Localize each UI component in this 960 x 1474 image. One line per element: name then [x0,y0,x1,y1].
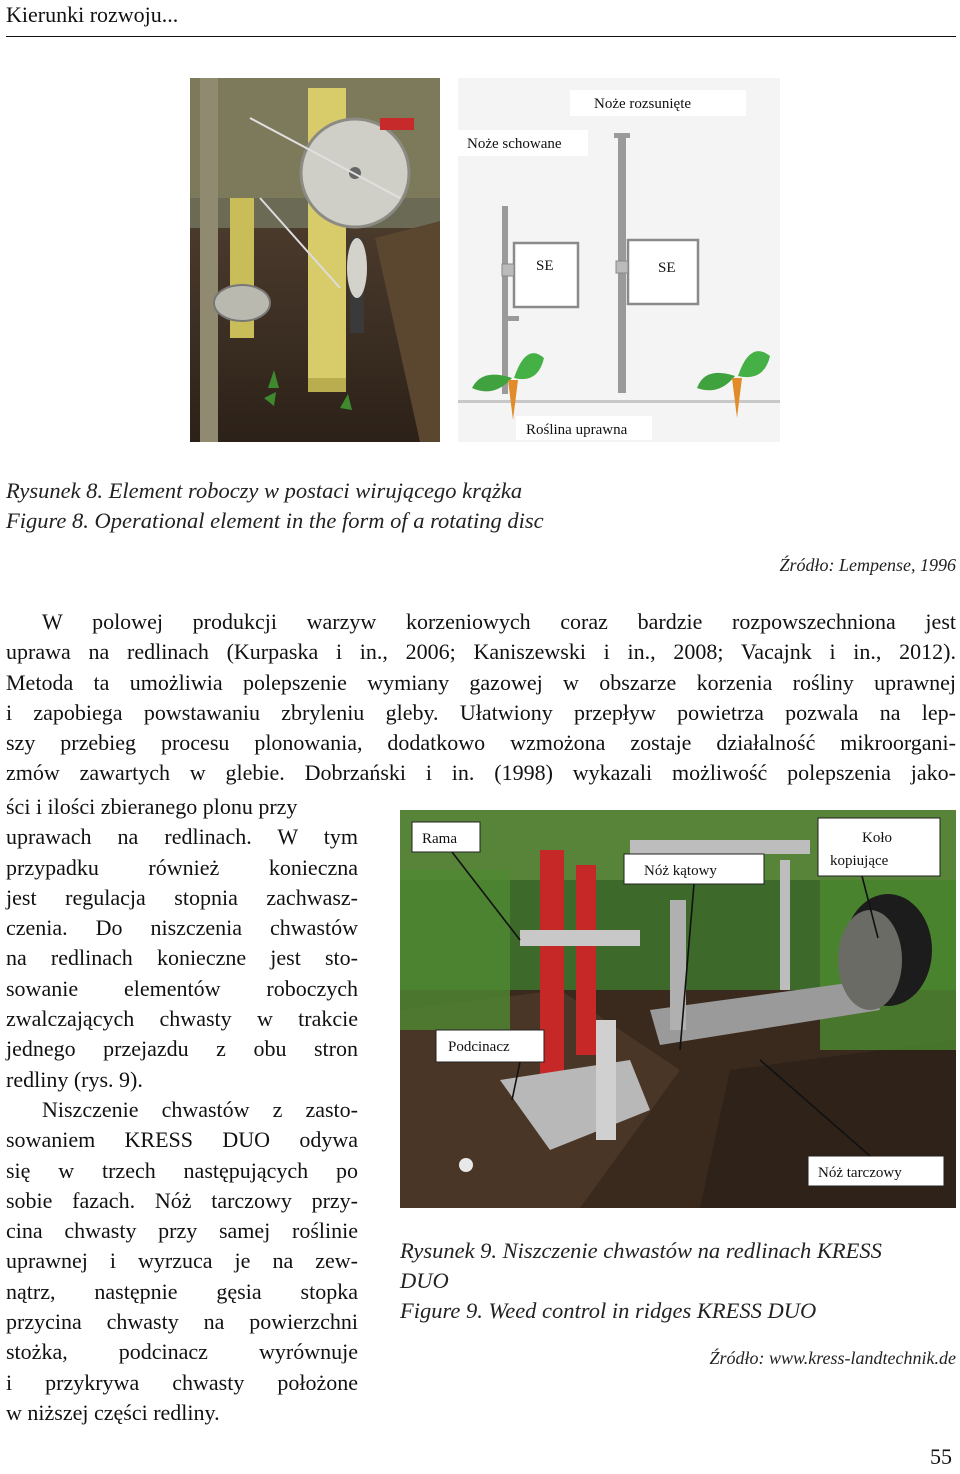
paragraph-1-line: sowanie elementów roboczych [6,975,358,1001]
paragraph-1-line: i zapobiega powstawaniu zbryleniu gleby. Ułatwiony przepływ powietrza pozwala na lep- [6,699,956,725]
paragraph-2-line: przycina chwasty na powierzchni [6,1309,358,1335]
label-copy-wheel-1: Koło [862,830,892,846]
paragraph-1-line: czenia. Do niszczenia chwastów [6,915,358,941]
figure-9-caption-pl-2: DUO [400,1268,449,1293]
paragraph-1-line: zmów zawartych w glebie. Dobrzański i in. (1998) wykazali możliwość polepszenia jako- [6,760,956,786]
running-title: Kierunki rozwoju... [6,2,179,27]
label-knives-spread: Noże rozsunięte [594,96,692,112]
paragraph-2-line: Niszczenie chwastów z zasto- [42,1096,358,1122]
figure-9 [400,810,956,1208]
paragraph-1-line: jednego przejazdu z obu stron [6,1036,358,1062]
header-rule [6,36,956,37]
paragraph-1-line: zwalczających chwasty w trakcie [6,1006,358,1032]
label-se-right: SE [658,260,676,276]
paragraph-2-line: i przykrywa chwasty położone [6,1369,358,1395]
label-undercutter: Podcinacz [448,1039,510,1055]
figure-9-caption-en: Figure 9. Weed control in ridges KRESS DUO [400,1298,817,1323]
paragraph-2-line: się w trzech następujących po [6,1157,358,1183]
paragraph-1-line: redliny (rys. 9). [6,1066,143,1092]
label-copy-wheel-2: kopiujące [830,853,889,869]
paragraph-1 [6,607,956,789]
figure-8-diagram [458,78,780,442]
figure-9-source-prefix: Źródło: [709,1348,770,1368]
figure-9-source [710,1348,956,1369]
figure-9-source-url: www.kress-landtechnik.de [769,1348,956,1368]
paragraph-1-line: uprawach na redlinach. W tym [6,824,358,850]
label-disc-knife: Nóż tarczowy [818,1165,902,1181]
label-se-left: SE [536,258,554,274]
paragraph-2-line: sobie fazach. Nóż tarczowy przy- [6,1187,358,1213]
paragraph-1-line: Metoda ta umożliwia polepszenie wymiany gazowej w obszarze korzenia rośliny uprawnej [6,669,956,695]
figure-8-photo [190,78,452,442]
left-column-text [6,792,358,1428]
paragraph-1-line: przypadku również konieczna [6,854,358,880]
figure-9-caption-pl-1: Rysunek 9. Niszczenie chwastów na redlinach KRESS [400,1238,882,1263]
paragraph-1-line: W polowej produkcji warzyw korzeniowych coraz bardzie rozpowszechniona jest [42,609,956,634]
paragraph-2-line: nątrz, następnie gęsia stopka [6,1278,358,1304]
paragraph-1-line: uprawa na redlinach (Kurpaska i in., 2006; Kaniszewski i in., 2008; Vacajnk i in., 2012). [6,639,956,665]
figure-8-source: Źródło: Lempense, 1996 [779,555,956,575]
figure-8-caption-pl: Rysunek 8. Element roboczy w postaci wirującego krążka [6,478,523,503]
figure-8-caption-en: Figure 8. Operational element in the form of a rotating disc [6,508,544,533]
label-angle-knife: Nóż kątowy [644,863,717,879]
paragraph-2-line: uprawnej i wyrzuca je na zew- [6,1248,358,1274]
paragraph-1-line: szy przebieg procesu plonowania, dodatkowo wzmożona zostaje działalność mikroorgani- [6,730,956,756]
paragraph-2-line: stożka, podcinacz wyrównuje [6,1339,358,1365]
paragraph-1-line: na redlinach konieczne jest sto- [6,945,358,971]
paragraph-1-line: jest regulacja stopnia zachwasz- [6,884,358,910]
paragraph-2-line: cina chwasty przy samej roślinie [6,1218,358,1244]
page-number: 55 [930,1444,952,1469]
paragraph-2-line: sowaniem KRESS DUO odywa [6,1127,358,1153]
label-frame: Rama [422,831,457,847]
label-crop-plant: Roślina uprawna [526,422,628,438]
figure-8 [190,78,780,442]
paragraph-1-line: ści i ilości zbieranego plonu przy [6,794,298,819]
paragraph-2-line: w niższej części redliny. [6,1399,220,1425]
label-knives-hidden: Noże schowane [467,136,562,152]
